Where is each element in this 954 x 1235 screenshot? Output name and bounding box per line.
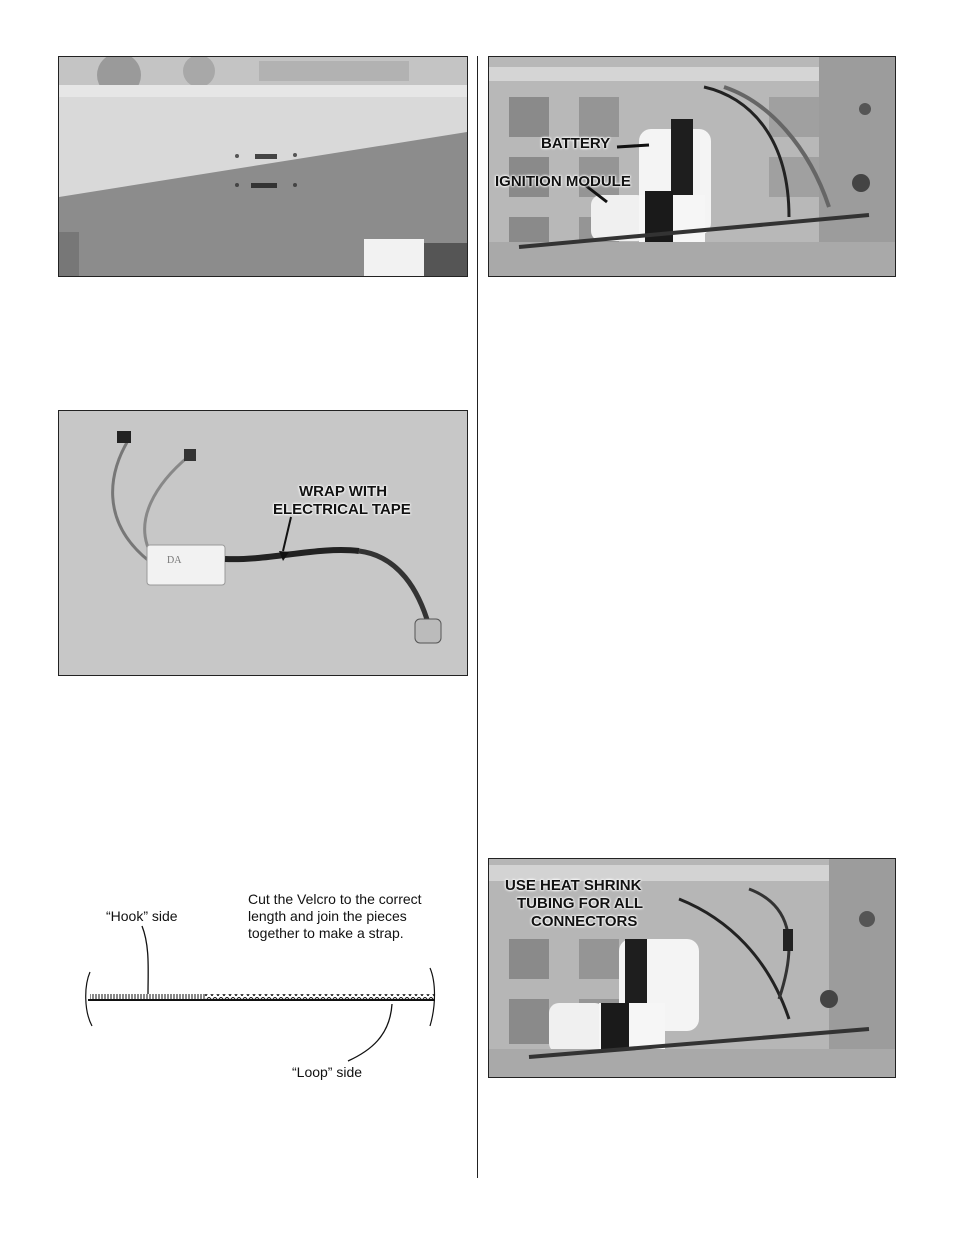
ignition-module-callout: IGNITION MODULE [495, 173, 631, 190]
loop-side-label: “Loop” side [292, 1064, 363, 1080]
velcro-instruction-line2: length and join the pieces [248, 908, 407, 924]
column-divider [477, 56, 478, 1178]
battery-bay-illustration [489, 57, 895, 276]
velcro-strap-drawing [80, 886, 460, 1086]
heat-shrink-callout-line3: CONNECTORS [531, 913, 638, 930]
ignition-wire-illustration [59, 411, 467, 675]
battery-bay-photo [488, 56, 896, 277]
heat-shrink-callout-line1: USE HEAT SHRINK [505, 877, 642, 894]
wing-photo-illustration [59, 57, 467, 276]
ignition-wire-photo [58, 410, 468, 676]
svg-text:DA: DA [167, 555, 182, 566]
wing-photo [58, 56, 468, 277]
heat-shrink-callout-line2: TUBING FOR ALL [517, 895, 644, 912]
battery-callout: BATTERY [541, 135, 611, 152]
velcro-instruction-line3: together to make a strap. [248, 925, 404, 941]
heat-shrink-photo [488, 858, 896, 1078]
wrap-tape-callout-line2: ELECTRICAL TAPE [273, 501, 411, 518]
velcro-instruction-line1: Cut the Velcro to the correct [248, 891, 422, 907]
velcro-diagram [80, 886, 460, 1086]
hook-side-label: “Hook” side [106, 908, 178, 924]
wrap-tape-callout-line1: WRAP WITH [299, 483, 388, 500]
